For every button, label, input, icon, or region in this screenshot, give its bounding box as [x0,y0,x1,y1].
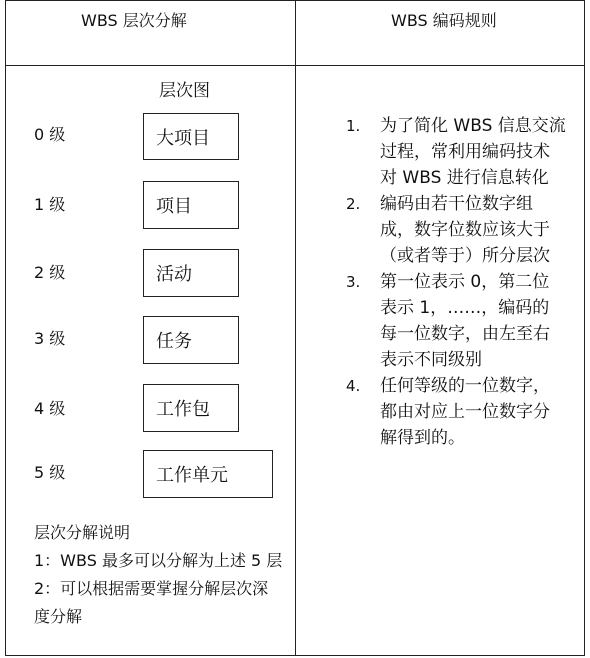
level-5-label: 5 级 [34,463,66,482]
notes-line-1: 1：WBS 最多可以分解为上述 5 层 [34,551,283,570]
level-1-label: 1 级 [34,195,66,214]
level-1-box: 项目 [143,181,239,229]
rule-item [346,373,566,451]
rule-text: 为了简化 WBS 信息交流过程，常利用编码技术对 WBS 进行信息转化 [380,116,566,188]
rule-number: 3. [346,273,361,291]
coding-rules-list [346,113,566,451]
hierarchy-chart-title: 层次图 [159,81,210,101]
level-2-box: 活动 [143,249,239,297]
wbs-table [5,0,585,656]
level-4-box: 工作包 [143,384,239,432]
notes-title: 层次分解说明 [34,523,131,542]
column-divider [295,1,296,655]
rule-text: 第一位表示 0，第二位表示 1，……，编码的每一位数字，由左至右表示不同级别 [380,272,550,370]
level-3-label: 3 级 [34,329,66,348]
rule-text: 任何等级的一位数字，都由对应上一位数字分解得到的。 [380,376,550,448]
header-wbs-decomposition: WBS 层次分解 [81,11,187,30]
rule-item [346,269,566,373]
level-2-label: 2 级 [34,263,66,282]
rule-number: 1. [346,117,361,135]
level-3-box: 任务 [143,316,239,364]
level-0-box: 大项目 [143,113,239,160]
rule-item [346,113,566,191]
level-0-label: 0 级 [34,125,66,144]
header-divider [6,65,584,66]
rule-item [346,191,566,269]
notes-line-2: 2：可以根据需要掌握分解层次深度分解 [34,579,269,626]
header-wbs-coding-rules: WBS 编码规则 [391,11,497,30]
level-4-label: 4 级 [34,399,66,418]
decomposition-notes [34,519,284,631]
rule-text: 编码由若干位数字组成，数字位数应该大于（或者等于）所分层次 [380,194,550,266]
level-5-box: 工作单元 [143,450,273,498]
rule-number: 2. [346,195,361,213]
rule-number: 4. [346,377,361,395]
